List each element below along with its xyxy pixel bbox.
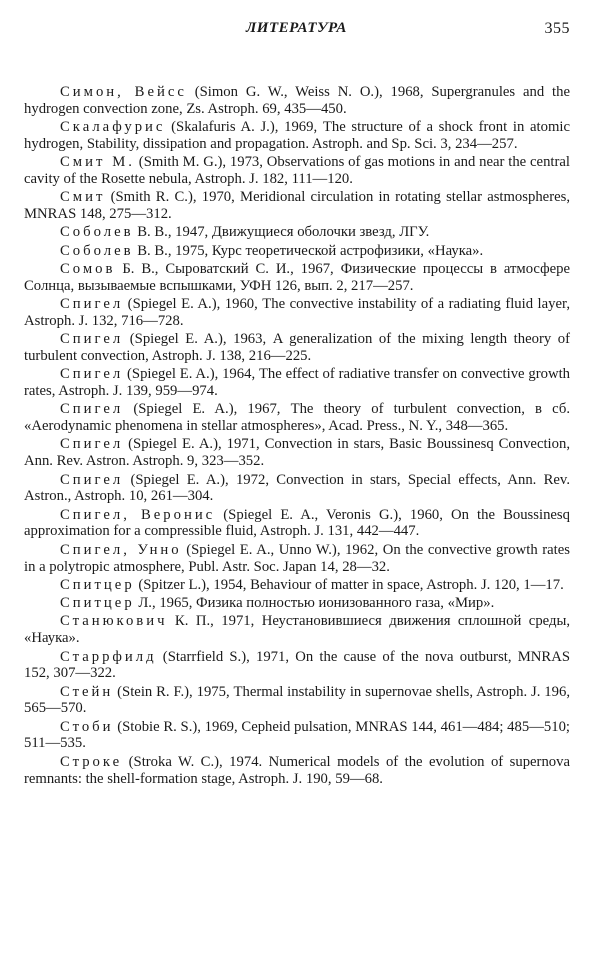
bibliography-entry (24, 119, 570, 153)
entry-citation: Б. В., Сыроватский С. И., 1967, Физические процессы в атмосфере Солнца, вызываемые вспышками, УФН 126, вып. 2, 217—257. (24, 260, 570, 294)
entry-author: Смит (60, 189, 106, 206)
entry-citation: (Spiegel E. A.), 1967, The theory of turbulent convection, в сб. «Aerodynamic phenomena in stellar atmospheres», Acad. Press., N. Y., 348—365. (24, 401, 570, 435)
running-head: ЛИТЕРАТУРА (246, 20, 347, 36)
entry-citation: (Stein R. F.), 1975, Thermal instability in supernovae shells, Astroph. J. 196, 565—570. (24, 683, 570, 717)
entry-citation: (Smith M. G.), 1973, Observations of gas motions in and near the central cavity of the Rosette nebula, Astroph. J. 182, 111—120. (24, 154, 570, 187)
bibliography-entry (24, 684, 570, 718)
entry-author: Спигел (60, 436, 124, 453)
bibliography-entry (24, 401, 570, 435)
page-number: 355 (544, 20, 570, 37)
entry-author: Спигел (60, 296, 124, 313)
bibliography-list (24, 84, 570, 787)
entry-author: Спитцер (60, 595, 135, 612)
bibliography-entry (24, 154, 570, 188)
entry-author: Спигел (60, 401, 124, 418)
entry-author: Стоби (60, 718, 114, 735)
bibliography-entry (24, 754, 570, 788)
page-header (24, 18, 570, 44)
entry-author: Станюкович (60, 613, 168, 630)
entry-author: Спигел (60, 366, 124, 383)
bibliography-entry (24, 243, 570, 260)
entry-author: Спигел, Унно (60, 541, 182, 558)
entry-citation: (Skalafuris A. J.), 1969, The structure of a shock front in atomic hydrogen, Stability, dissipation and propagation. Astroph. and Sp. Sci. 3, 234—257. (24, 119, 570, 152)
entry-author: Спигел (60, 471, 124, 488)
bibliography-entry (24, 84, 570, 118)
entry-author: Спигел (60, 331, 124, 348)
bibliography-entry (24, 366, 570, 400)
entry-author: Смит М. (60, 154, 135, 171)
entry-citation: (Simon G. W., Weiss N. O.), 1968, Supergranules and the hydrogen convection zone, Zs. Astroph. 69, 435—450. (24, 84, 570, 117)
bibliography-entry (24, 296, 570, 330)
entry-citation: (Stroka W. C.), 1974. Numerical models of the evolution of supernova remnants: the shell-formation stage, Astroph. J. 190, 59—68. (24, 753, 570, 787)
entry-citation: В. В., 1975, Курс теоретической астрофизики, «Наука». (133, 242, 484, 259)
bibliography-entry (24, 719, 570, 753)
entry-citation: (Spiegel E. A., Unno W.), 1962, On the convective growth rates in a polytropic atmosphere, Publ. Astr. Soc. Japan 14, 28—32. (24, 541, 570, 575)
entry-citation: (Stobie R. S.), 1969, Cepheid pulsation, MNRAS 144, 461—484; 485—510; 511—535. (24, 718, 570, 752)
entry-citation: (Spiegel E. A.), 1963, A generalization of the mixing length theory of turbulent convection, Astroph. J. 138, 216—225. (24, 331, 570, 364)
entry-citation: (Spiegel E. A.), 1971, Convection in stars, Basic Boussinesq Convection, Ann. Rev. Astron. Astroph. 9, 323—352. (24, 436, 570, 470)
entry-author: Скалафурис (60, 119, 166, 136)
bibliography-entry (24, 472, 570, 506)
bibliography-entry (24, 507, 570, 541)
entry-citation: К. П., 1971, Неустановившиеся движения сплошной среды, «Наука». (24, 613, 570, 647)
bibliography-entry (24, 542, 570, 576)
entry-author: Строке (60, 753, 123, 770)
bibliography-entry (24, 224, 570, 241)
entry-citation: (Smith R. C.), 1970, Meridional circulation in rotating stellar astmospheres, MNRAS 148, 275—312. (24, 189, 570, 223)
entry-citation: (Spitzer L.), 1954, Behaviour of matter in space, Astroph. J. 120, 1—17. (134, 576, 564, 593)
entry-citation: (Spiegel E. A.), 1964, The effect of radiative transfer on convective growth rates, Astroph. J. 139, 959—974. (24, 366, 570, 400)
entry-author: Симон, Вейсс (60, 84, 187, 100)
bibliography-entry (24, 331, 570, 365)
entry-citation: (Spiegel E. A., Veronis G.), 1960, On the Boussinesq approximation for a compressible fluid, Astroph. J. 131, 442—447. (24, 506, 570, 540)
bibliography-entry (24, 649, 570, 683)
entry-citation: Л., 1965, Физика полностью ионизованного газа, «Мир». (134, 595, 495, 612)
entry-author: Соболев (60, 242, 134, 259)
entry-author: Спигел, Веронис (60, 506, 216, 523)
entry-citation: (Spiegel E. A.), 1960, The convective instability of a radiating fluid layer, Astroph. J. 132, 716—728. (24, 296, 570, 329)
bibliography-entry (24, 595, 570, 612)
entry-citation: (Starrfield S.), 1971, On the cause of the nova outburst, MNRAS 152, 307—322. (24, 648, 570, 682)
entry-author: Соболев (60, 224, 134, 241)
entry-author: Спитцер (60, 576, 135, 593)
entry-author: Старрфилд (60, 648, 157, 665)
entry-author: Стейн (60, 683, 114, 700)
entry-citation: (Spiegel E. A.), 1972, Convection in stars, Special effects, Ann. Rev. Astron., Astroph. 10, 261—304. (24, 471, 570, 505)
bibliography-entry (24, 613, 570, 647)
bibliography-entry (24, 436, 570, 470)
entry-citation: В. В., 1947, Движущиеся оболочки звезд, ЛГУ. (133, 224, 430, 241)
bibliography-entry (24, 261, 570, 295)
bibliography-entry (24, 189, 570, 223)
entry-author: Сомов (60, 260, 116, 277)
bibliography-entry (24, 577, 570, 594)
